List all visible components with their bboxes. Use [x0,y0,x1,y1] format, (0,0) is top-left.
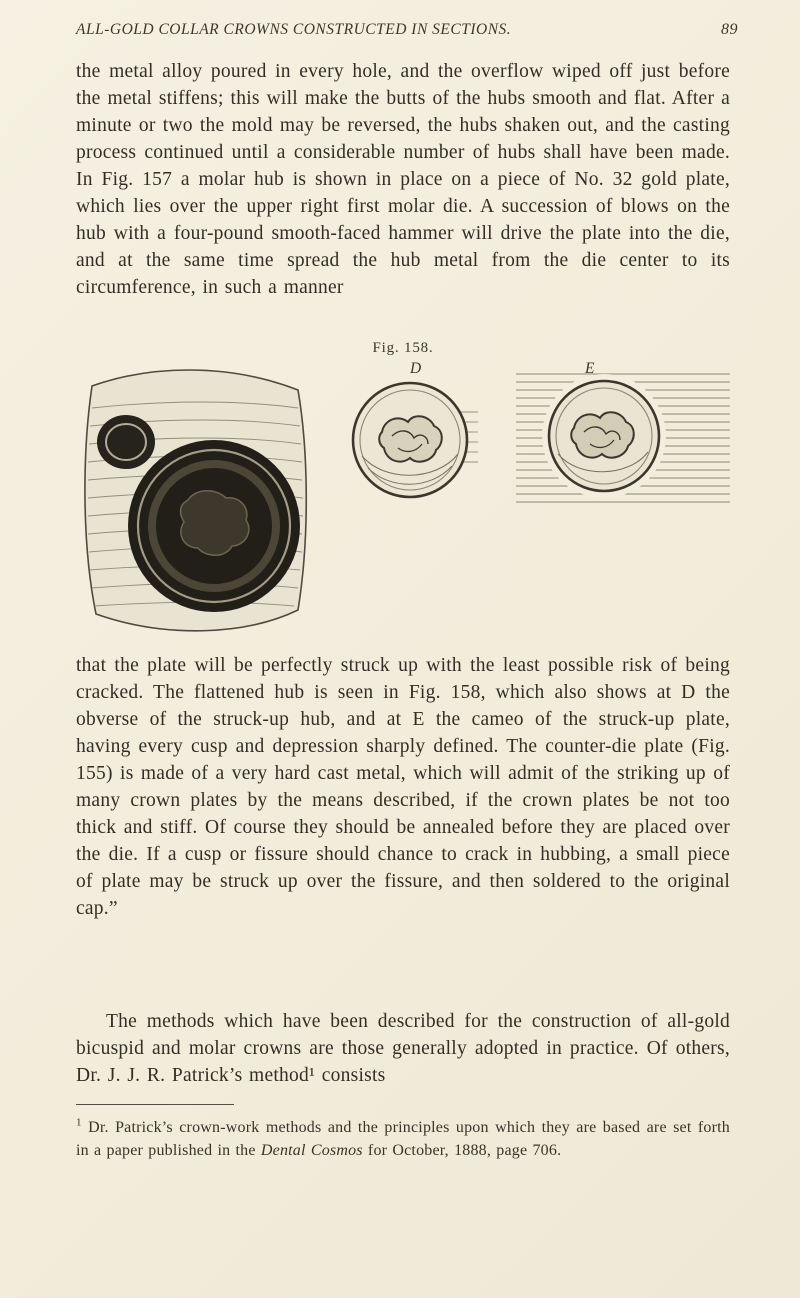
die-plate-engraving [76,350,314,644]
footnote [76,1116,730,1162]
plate-cameo-engraving-svg [516,370,730,506]
footnote-rule [76,1104,234,1105]
hub-obverse-engraving [348,378,478,506]
figure-158 [76,340,730,652]
footnote-text-after: for October, 1888, page 706. [362,1142,562,1159]
paragraph-3: The methods which have been described for the construction of all-gold bicuspid and molar crowns are those generally adopted in practice. Of others, Dr. J. J. R. Patrick’s method¹ consists [76,1011,730,1086]
running-head [76,21,738,39]
figure-caption: Fig. 158. [372,340,434,356]
die-plate-engraving-svg [76,350,314,644]
hub-obverse-engraving-svg [348,378,478,506]
footnote-text-before: Dr. Patrick’s crown-work methods and the principles upon which they are based are set forth in a paper published in the [76,1119,730,1159]
page-number: 89 [721,21,738,38]
footnote-marker: 1 [76,1116,82,1129]
plate-cameo-engraving [516,370,730,506]
footnote-journal-title: Dental Cosmos [260,1142,363,1159]
paragraph-1: the metal alloy poured in every hole, and the overflow wiped off just before the metal stiffens; this will make the butts of the hubs smooth and flat. After a minute or two the mold may be reversed, the hubs shaken out, and the casting process continued until a considerable number of hubs shall have been made. In Fig. 157 a molar hub is shown in place on a piece of No. 32 gold plate, which lies over the upper right first molar die. A succession of blows on the hub with a four-pound smooth-faced hammer will drive the plate into the die, and at the same time spread the hub metal from the die center to its circumference, in such a manner [76,61,730,298]
figure-label-e: E [585,360,595,377]
running-head-title: ALL-GOLD COLLAR CROWNS CONSTRUCTED IN SECTIONS. [76,21,512,38]
figure-label-d: D [410,360,422,377]
paragraph-2: that the plate will be perfectly struck up with the least possible risk of being cracked. The flattened hub is seen in Fig. 158, which also shows at D the obverse of the struck-up hub, and at E the cameo of the struck-up plate, having every cusp and depression sharply defined. The counter-die plate (Fig. 155) is made of a very hard cast metal, which will admit of the striking up of many crown plates by the means described, if the crown plates be not too thick and stiff. Of course they should be annealed before they are placed over the die. If a cusp or fissure should chance to crack in hubbing, a small piece of plate may be struck up over the fissure, and then soldered to the original cap.” [76,655,730,919]
